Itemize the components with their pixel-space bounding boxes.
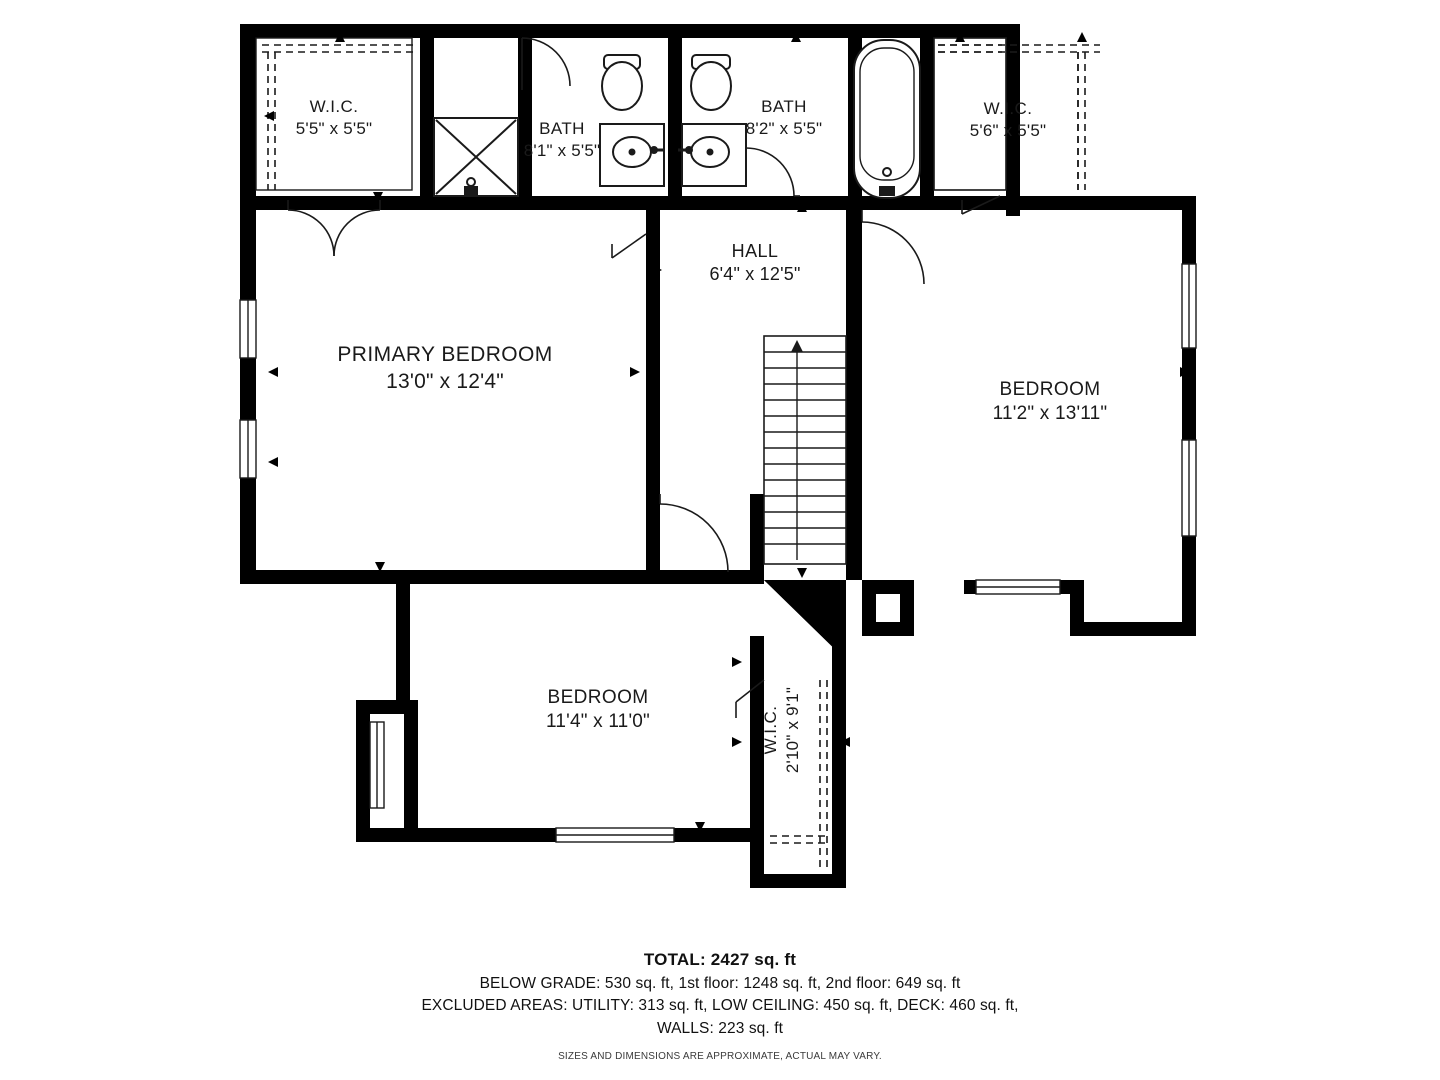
room-name: PRIMARY BEDROOM [337, 343, 553, 366]
door-bedroom-south [660, 494, 728, 572]
room-name: W.I.C. [309, 97, 359, 116]
staircase [764, 336, 846, 564]
door-primary-bedroom [612, 234, 646, 258]
room-name: BEDROOM [547, 687, 649, 708]
room-dimensions: 2'10" x 9'1" [782, 686, 802, 774]
shower-stall [434, 118, 518, 196]
room-name: W.I.C. [983, 99, 1033, 118]
area-breakdown-line-1: BELOW GRADE: 530 sq. ft, 1st floor: 1248 sq. ft, 2nd floor: 649 sq. ft [479, 974, 961, 992]
window [370, 722, 384, 808]
door-bedroom-ne [862, 210, 924, 284]
toilet-right [691, 55, 731, 110]
room-name: HALL [731, 241, 779, 261]
toilet-left [602, 55, 642, 110]
room-dimensions: 8'1" x 5'5" [523, 140, 601, 160]
room-dimensions: 13'0" x 12'4" [386, 369, 504, 393]
area-breakdown-line-2: EXCLUDED AREAS: UTILITY: 313 sq. ft, LOW CEILING: 450 sq. ft, DECK: 460 sq. ft, [421, 997, 1019, 1015]
room-dimensions: 5'6" x 5'5" [969, 120, 1047, 140]
area-summary [0, 950, 1440, 1062]
disclaimer-text: SIZES AND DIMENSIONS ARE APPROXIMATE, ACTUAL MAY VARY. [558, 1051, 882, 1062]
room-name: W.I.C. [761, 705, 780, 755]
window [556, 828, 674, 842]
total-area: TOTAL: 2427 sq. ft [643, 949, 797, 969]
vanity-left [600, 124, 664, 186]
window [976, 580, 1060, 594]
room-dimensions: 6'4" x 12'5" [709, 264, 801, 285]
room-dimensions: 5'5" x 5'5" [295, 118, 373, 138]
area-breakdown-line-3: WALLS: 223 sq. ft [656, 1019, 784, 1037]
room-dimensions: 11'4" x 11'0" [546, 711, 650, 733]
vanity-right [678, 124, 746, 186]
room-dimensions: 8'2" x 5'5" [745, 118, 823, 138]
room-label-wic-bottom [760, 640, 820, 820]
room-name: BATH [761, 97, 807, 116]
room-dimensions: 11'2" x 13'11" [992, 403, 1108, 425]
room-name: BATH [539, 119, 585, 138]
bathtub [854, 40, 920, 198]
room-name: BEDROOM [999, 379, 1101, 400]
